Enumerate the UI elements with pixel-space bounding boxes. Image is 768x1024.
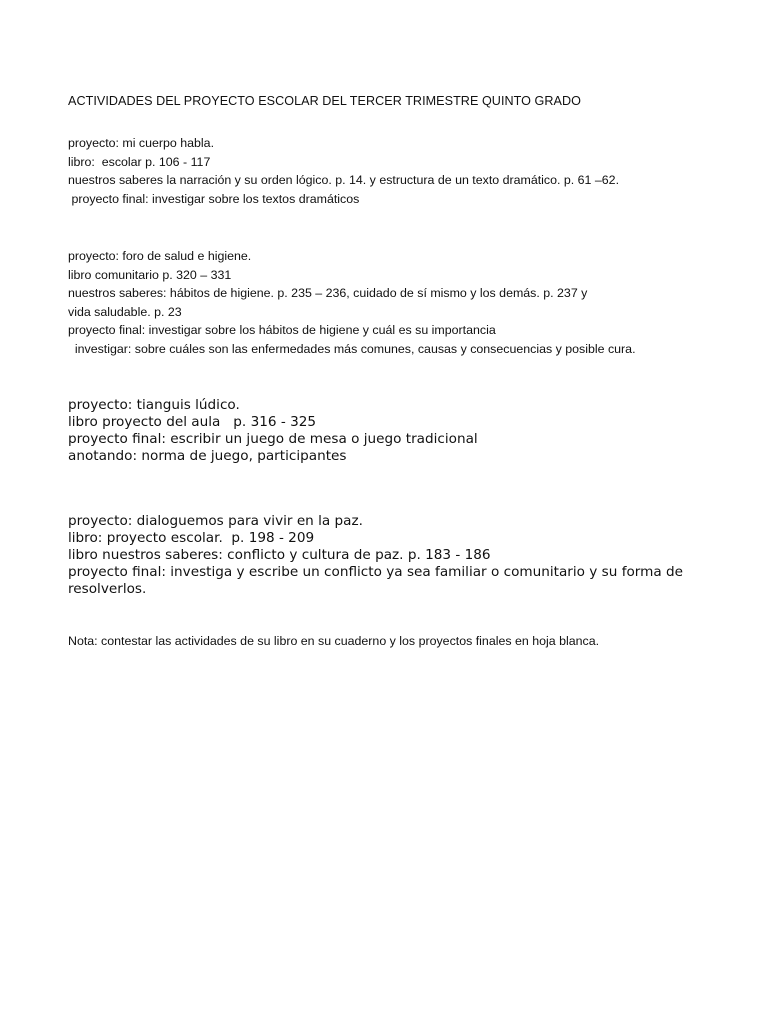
section3-final: proyecto final: escribir un juego de mesa o juego tradicional — [68, 431, 478, 447]
section4-book: libro: proyecto escolar. p. 198 - 209 — [68, 530, 315, 546]
section3-book: libro proyecto del aula p. 316 - 325 — [68, 414, 317, 430]
section1-final: proyecto final: investigar sobre los textos dramáticos — [68, 192, 360, 206]
section2-investigar: investigar: sobre cuáles son las enfermedades más comunes, causas y consecuencias y posible cura. — [68, 342, 636, 356]
document-title: ACTIVIDADES DEL PROYECTO ESCOLAR DEL TERCER TRIMESTRE QUINTO GRADO — [68, 94, 581, 108]
section1-saberes: nuestros saberes la narración y su orden lógico. p. 14. y estructura de un texto dramático. p. 61 –62. — [68, 173, 620, 187]
section2-book: libro comunitario p. 320 – 331 — [68, 267, 232, 282]
section1-book: libro: escolar p. 106 - 117 — [68, 154, 211, 169]
section4-saberes: libro nuestros saberes: conflicto y cultura de paz. p. 183 - 186 — [68, 547, 491, 563]
section2-final: proyecto final: investigar sobre los hábitos de higiene y cuál es su importancia — [68, 323, 496, 337]
footer-note: Nota: contestar las actividades de su libro en su cuaderno y los proyectos finales en hoja blanca. — [68, 634, 600, 648]
section4-final: proyecto final: investiga y escribe un conflicto ya sea familiar o comunitario y su forma de resolverlos. — [68, 564, 684, 597]
section2-saberes: nuestros saberes: hábitos de higiene. p. 235 – 236, cuidado de sí mismo y los demás. p. 237 y — [68, 286, 588, 300]
section4-project: proyecto: dialoguemos para vivir en la paz. — [68, 513, 363, 529]
section3-anotando: anotando: norma de juego, participantes — [68, 448, 347, 464]
section2-project: proyecto: foro de salud e higiene. — [68, 249, 252, 263]
section1-project: proyecto: mi cuerpo habla. — [68, 136, 215, 150]
section3-project: proyecto: tianguis lúdico. — [68, 397, 240, 413]
section2-saberes-cont: vida saludable. p. 23 — [68, 304, 182, 319]
